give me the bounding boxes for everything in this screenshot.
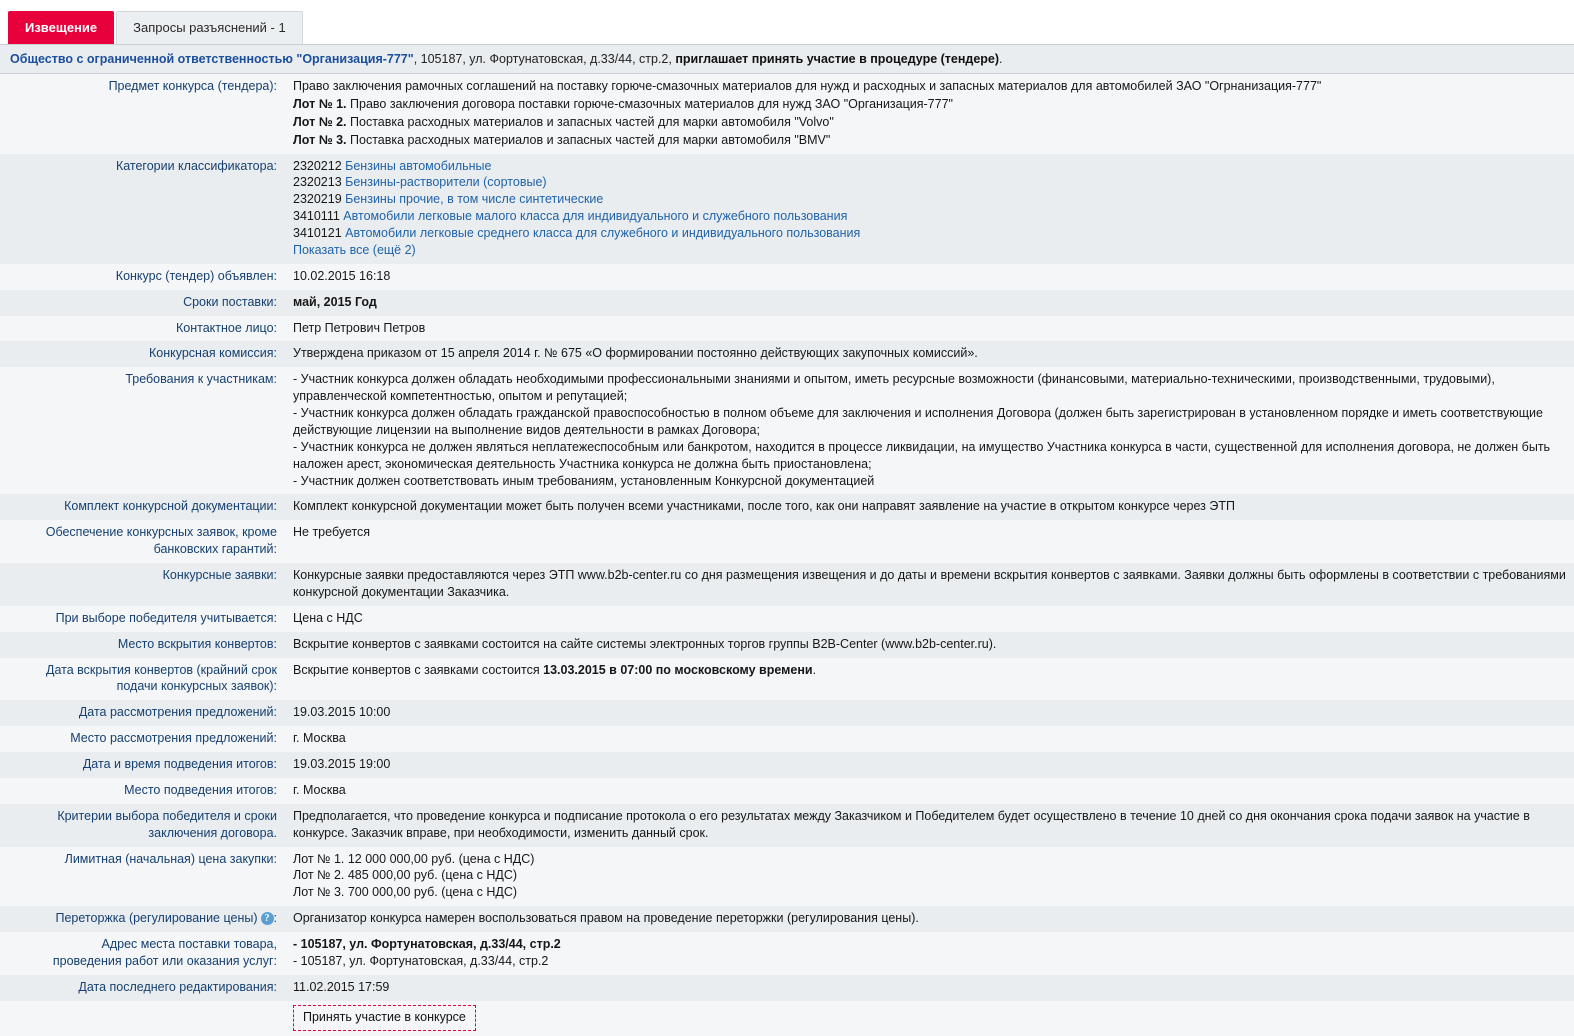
classifier-code: 3410121: [293, 226, 342, 240]
row-retorg-value: Организатор конкурса намерен воспользоваться правом на проведение переторжки (регулирования цены).: [285, 906, 1574, 932]
delivery-address-line-2: - 105187, ул. Фортунатовская, д.33/44, стр.2: [293, 953, 549, 968]
row-actions-value: [285, 1001, 1574, 1036]
row-bids-label: Конкурсные заявки:: [0, 563, 285, 606]
row-results-place-label: Место подведения итогов:: [0, 778, 285, 804]
row-opening-place: [0, 632, 1574, 658]
row-delivery-address-label: [0, 932, 285, 975]
organization-invitation-text: приглашает принять участие в процедуре (тендере): [675, 52, 1000, 66]
lot-3-text: Поставка расходных материалов и запасных частей для марки автомобиля "BMV": [346, 132, 831, 147]
row-bids-value: Конкурсные заявки предоставляются через ЭТП www.b2b-center.ru со дня размещения извещения и до даты и времени вскрытия конвертов с заявками. Заявки должны быть оформлены в соответствии с требованиями конкурсной документации Заказчика.: [285, 563, 1574, 606]
row-commission: [0, 341, 1574, 367]
classifier-code: 2320219: [293, 192, 342, 207]
row-winner-price-criteria-value: Цена с НДС: [285, 606, 1574, 632]
subject-lot-3: [293, 132, 1566, 149]
row-retorg-label: [0, 906, 285, 932]
row-requirements-value: [285, 367, 1574, 494]
row-review-date-label: Дата рассмотрения предложений:: [0, 700, 285, 726]
row-limit-price-label: Лимитная (начальная) цена закупки:: [0, 847, 285, 907]
tab-clarification-requests[interactable]: [116, 11, 303, 44]
tab-clarification-requests-label: Запросы разъяснений - 1: [133, 20, 286, 35]
lot-3-number: Лот № 3.: [293, 132, 347, 147]
organization-address: , 105187, ул. Фортунатовская, д.33/44, стр.2,: [413, 52, 676, 66]
help-icon[interactable]: ?: [261, 912, 274, 925]
row-classifier: [0, 154, 1574, 264]
lot-2-text: Поставка расходных материалов и запасных частей для марки автомобиля "Volvo": [346, 114, 834, 129]
lot-1-number: Лот № 1.: [293, 96, 347, 111]
row-review-place: [0, 726, 1574, 752]
delivery-address-line-1: - 105187, ул. Фортунатовская, д.33/44, стр.2: [293, 937, 561, 951]
classifier-show-all: [293, 242, 1566, 259]
requirement-line: - Участник конкурса должен обладать необходимыми профессиональными знаниями и опытом, иметь ресурсные возможности (финансовыми, материально-техническими, производственными, трудовыми), управленческой компетентностью, опытом и репутацией;: [293, 372, 1495, 404]
delivery-address-label-line1: Адрес места поставки товара,: [101, 937, 277, 951]
classifier-code: 3410111: [293, 209, 340, 224]
row-winner-criteria-value: Предполагается, что проведение конкурса и подписание протокола о его результатах между Заказчиком и Победителем будет осуществлено в течение 10 дней со дня окончания срока подачи заявок на участие в конкурсе. Заказчик вправе, при необходимости, изменить данный срок.: [285, 804, 1574, 847]
tab-bar: [0, 0, 1574, 44]
row-requirements-label: Требования к участникам:: [0, 367, 285, 494]
row-bids: [0, 563, 1574, 606]
row-delivery-terms-value: май, 2015 Год: [293, 294, 377, 309]
row-last-edit-value: 11.02.2015 17:59: [285, 975, 1574, 1001]
lot-2-number: Лот № 2.: [293, 114, 347, 129]
row-docs-set-value: Комплект конкурсной документации может быть получен всеми участниками, после того, как они направят заявление на участие в открытом конкурсе через ЭТП: [285, 494, 1574, 520]
notice-details-table: [0, 74, 1574, 1036]
row-opening-date-value: [285, 658, 1574, 701]
retorg-label-colon: :: [273, 911, 277, 926]
row-classifier-value: [285, 154, 1574, 264]
classifier-item: [293, 174, 1566, 191]
organization-header: [0, 44, 1574, 74]
row-results-place-value: г. Москва: [285, 778, 1574, 804]
row-review-place-label: Место рассмотрения предложений:: [0, 726, 285, 752]
row-contact: [0, 316, 1574, 342]
classifier-link[interactable]: Автомобили легковые среднего класса для служебного и индивидуального пользования: [345, 226, 861, 240]
subject-main: Право заключения рамочных соглашений на поставку горюче-смазочных материалов для нужд и расходных и запасных материалов для автомобилей ЗАО "Огрнанизация-777": [293, 79, 1322, 93]
tab-notice-label: Извещение: [25, 20, 98, 35]
row-delivery-address-value: [285, 932, 1574, 975]
requirement-line: - Участник конкурса не должен являться неплатежеспособным или банкротом, находится в процессе ликвидации, на имущество Участника конкурса в части, существенной для исполнения договора, не должен быть наложен арест, экономическая деятельность Участника конкурса не должна быть приостановлена;: [293, 439, 1551, 471]
row-last-edit: [0, 975, 1574, 1001]
opening-date-prefix: Вскрытие конвертов с заявками состоится: [293, 662, 544, 677]
classifier-code: 2320212: [293, 158, 342, 173]
requirement-line: - Участник должен соответствовать иным требованиям, установленным Конкурсной документацией: [293, 473, 875, 488]
retorg-label-text: Переторжка (регулирование цены): [55, 911, 258, 926]
row-opening-date: [0, 658, 1574, 701]
classifier-item: [293, 158, 1566, 175]
row-subject-label: Предмет конкурса (тендера):: [0, 74, 285, 154]
row-review-date: [0, 700, 1574, 726]
row-winner-price-criteria-label: При выборе победителя учитывается:: [0, 606, 285, 632]
classifier-link[interactable]: Бензины автомобильные: [345, 158, 492, 173]
row-announced-label: Конкурс (тендер) объявлен:: [0, 264, 285, 290]
row-review-date-value: 19.03.2015 10:00: [285, 700, 1574, 726]
row-results-datetime: [0, 752, 1574, 778]
row-limit-price: [0, 847, 1574, 907]
row-docs-set-label: Комплект конкурсной документации:: [0, 494, 285, 520]
row-actions: [0, 1001, 1574, 1036]
requirement-line: - Участник конкурса должен обладать гражданской правоспособностью в полном объеме для заключения и исполнения Договора (должен быть зарегистрирован в установленном порядке и иметь соответствующие действующие лицензии на выполнение видов деятельности в рамках Договора;: [293, 406, 1543, 437]
row-winner-criteria: [0, 804, 1574, 847]
row-announced: [0, 264, 1574, 290]
classifier-item: [293, 208, 1566, 225]
row-bid-security-label: Обеспечение конкурсных заявок, кроме банковских гарантий:: [0, 520, 285, 563]
row-contact-label: Контактное лицо:: [0, 316, 285, 342]
limit-price-line: Лот № 3. 700 000,00 руб. (цена с НДС): [293, 885, 518, 900]
row-opening-date-label: Дата вскрытия конвертов (крайний срок подачи конкурсных заявок):: [0, 658, 285, 701]
tab-notice[interactable]: [8, 11, 114, 44]
row-subject: [0, 74, 1574, 154]
row-opening-place-value: Вскрытие конвертов с заявками состоится на сайте системы электронных торгов группы B2B-Center (www.b2b-center.ru).: [285, 632, 1574, 658]
row-last-edit-label: Дата последнего редактирования:: [0, 975, 285, 1001]
row-classifier-label: Категории классификатора:: [0, 154, 285, 264]
classifier-link[interactable]: Бензины прочие, в том числе синтетические: [345, 192, 604, 207]
row-delivery-terms: [0, 290, 1574, 316]
row-results-datetime-value: 19.03.2015 19:00: [285, 752, 1574, 778]
row-contact-value: Петр Петрович Петров: [285, 316, 1574, 342]
row-retorg: [0, 906, 1574, 932]
row-commission-value: Утверждена приказом от 15 апреля 2014 г. № 675 «О формировании постоянно действующих закупочных комиссий».: [285, 341, 1574, 367]
row-announced-value: 10.02.2015 16:18: [285, 264, 1574, 290]
limit-price-line: Лот № 1. 12 000 000,00 руб. (цена с НДС): [293, 851, 535, 866]
classifier-code: 2320213: [293, 175, 342, 190]
show-all-link[interactable]: Показать все (ещё 2): [293, 242, 416, 257]
row-bid-security: [0, 520, 1574, 563]
participate-button[interactable]: Принять участие в конкурсе: [293, 1005, 476, 1031]
row-delivery-terms-label: Сроки поставки:: [0, 290, 285, 316]
row-opening-place-label: Место вскрытия конвертов:: [0, 632, 285, 658]
subject-lot-1: [293, 96, 1566, 113]
opening-date-bold: 13.03.2015 в 07:00 по московскому времени: [543, 662, 813, 677]
organization-period: .: [999, 52, 1003, 66]
row-limit-price-value: [285, 847, 1574, 907]
classifier-item: [293, 225, 1566, 242]
row-subject-value: [285, 74, 1574, 154]
row-results-place: [0, 778, 1574, 804]
lot-1-text: Право заключения договора поставки горюче-смазочных материалов для нужд ЗАО "Организация-777": [346, 96, 953, 111]
opening-date-suffix: .: [812, 662, 817, 677]
organization-name: Общество с ограниченной ответственностью "Организация-777": [10, 52, 414, 66]
row-delivery-address: [0, 932, 1574, 975]
row-actions-label: [0, 1001, 285, 1036]
row-winner-criteria-label: Критерии выбора победителя и сроки заключения договора.: [0, 804, 285, 847]
row-winner-price-criteria: [0, 606, 1574, 632]
classifier-item: [293, 191, 1566, 208]
subject-lot-2: [293, 114, 1566, 131]
delivery-address-label-line2: проведения работ или оказания услуг:: [52, 953, 277, 968]
limit-price-line: Лот № 2. 485 000,00 руб. (цена с НДС): [293, 868, 518, 883]
row-review-place-value: г. Москва: [285, 726, 1574, 752]
row-results-datetime-label: Дата и время подведения итогов:: [0, 752, 285, 778]
classifier-link[interactable]: Автомобили легковые малого класса для индивидуального и служебного пользования: [343, 209, 848, 224]
row-requirements: [0, 367, 1574, 494]
classifier-link[interactable]: Бензины-растворители (сортовые): [345, 175, 547, 190]
row-commission-label: Конкурсная комиссия:: [0, 341, 285, 367]
row-bid-security-value: Не требуется: [285, 520, 1574, 563]
row-docs-set: [0, 494, 1574, 520]
